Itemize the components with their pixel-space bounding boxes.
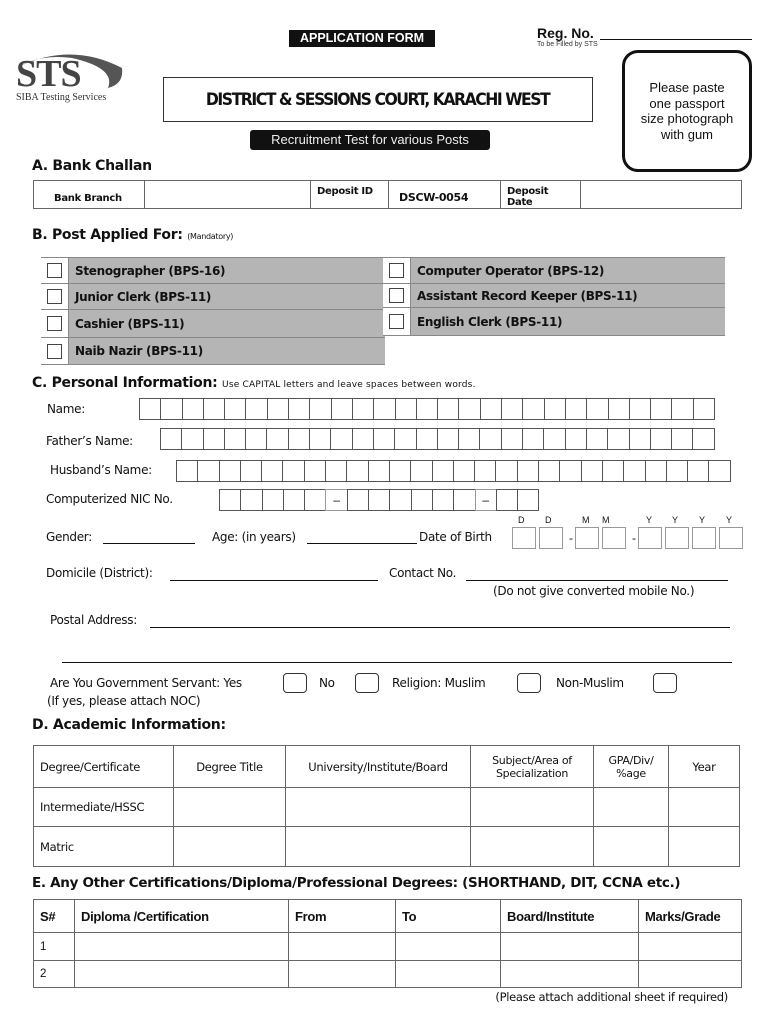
- char-box[interactable]: [389, 489, 411, 511]
- char-box[interactable]: [432, 460, 454, 482]
- contact-label: Contact No.: [389, 566, 457, 580]
- bank-branch-field[interactable]: [145, 181, 311, 209]
- col-to: To: [396, 900, 501, 933]
- nic-boxes[interactable]: [219, 489, 538, 511]
- dob-letter: Y: [726, 515, 733, 525]
- table-row: [34, 961, 742, 988]
- char-box[interactable]: [671, 428, 693, 450]
- row-label: Intermediate/HSSC: [34, 788, 174, 827]
- char-box[interactable]: [437, 428, 459, 450]
- post-option[interactable]: [383, 284, 725, 308]
- postal-address-field-2[interactable]: [62, 648, 732, 663]
- cell[interactable]: [289, 933, 396, 961]
- noc-note: (If yes, please attach NOC): [47, 694, 201, 708]
- cell[interactable]: [286, 827, 471, 867]
- char-box[interactable]: [501, 398, 523, 420]
- cell[interactable]: [286, 788, 471, 827]
- cell[interactable]: [174, 788, 286, 827]
- post-checkbox[interactable]: [47, 289, 62, 304]
- col-subject: Subject/Area of Specialization: [471, 746, 594, 788]
- postal-address-field[interactable]: [150, 613, 730, 628]
- char-box[interactable]: [347, 489, 369, 511]
- dob-letter: Y: [699, 515, 706, 525]
- char-box[interactable]: [496, 489, 518, 511]
- char-box[interactable]: [458, 398, 480, 420]
- char-box[interactable]: [219, 460, 241, 482]
- recruitment-subtitle: Recruitment Test for various Posts: [250, 130, 490, 150]
- char-box[interactable]: [352, 398, 374, 420]
- logo-text: STS: [16, 53, 81, 95]
- photo-note: Please paste one passport size photograph with gum: [640, 80, 734, 142]
- post-checkbox-cell: [383, 284, 411, 307]
- char-box[interactable]: [645, 460, 667, 482]
- name-label: Name:: [47, 402, 85, 416]
- char-box[interactable]: [453, 460, 475, 482]
- col-degree-title: Degree Title: [174, 746, 286, 788]
- gender-label: Gender:: [46, 530, 92, 544]
- char-box[interactable]: [416, 428, 438, 450]
- char-box[interactable]: [240, 489, 262, 511]
- court-title: [163, 77, 593, 122]
- personal-heading-text: C. Personal Information:: [32, 375, 218, 391]
- dob-letter: M: [582, 515, 590, 525]
- char-box[interactable]: [495, 460, 517, 482]
- char-box[interactable]: [224, 428, 246, 450]
- dob-box[interactable]: [602, 527, 626, 549]
- post-checkbox-cell: [41, 284, 69, 309]
- char-box[interactable]: [182, 398, 204, 420]
- cell[interactable]: [396, 933, 501, 961]
- char-box[interactable]: [607, 428, 629, 450]
- col-sno: S#: [34, 900, 75, 933]
- post-checkbox-cell: [383, 308, 411, 335]
- religion-label: Religion: Muslim: [392, 676, 486, 690]
- char-box[interactable]: [581, 460, 603, 482]
- col-year: Year: [669, 746, 740, 788]
- char-box[interactable]: [181, 428, 203, 450]
- char-box[interactable]: [650, 428, 672, 450]
- post-checkbox[interactable]: [389, 314, 404, 329]
- char-box[interactable]: [629, 398, 651, 420]
- court-title-text: DISTRICT & SESSIONS COURT, KARACHI WEST: [206, 89, 550, 110]
- char-box[interactable]: [410, 460, 432, 482]
- char-box[interactable]: [693, 398, 715, 420]
- char-box[interactable]: [309, 428, 331, 450]
- logo-subtitle: SIBA Testing Services: [16, 92, 107, 103]
- father-name-label: Father’s Name:: [46, 434, 133, 448]
- age-label: Age: (in years): [212, 530, 296, 544]
- col-degree: Degree/Certificate: [34, 746, 174, 788]
- char-box[interactable]: [389, 460, 411, 482]
- col-diploma: Diploma /Certification: [75, 900, 289, 933]
- domicile-field[interactable]: [170, 566, 378, 581]
- cell[interactable]: [594, 788, 669, 827]
- certifications-table: [33, 899, 742, 988]
- char-box[interactable]: [240, 460, 262, 482]
- col-from: From: [289, 900, 396, 933]
- certifications-heading: E. Any Other Certifications/Diploma/Professional Degrees: (SHORTHAND, DIT, CCNA etc.): [32, 875, 681, 891]
- post-label: Cashier (BPS-11): [69, 310, 385, 337]
- char-box[interactable]: [373, 398, 395, 420]
- table-row: [34, 788, 740, 827]
- cell[interactable]: [75, 933, 289, 961]
- reg-no-label: Reg. No.: [537, 25, 594, 41]
- char-box[interactable]: [283, 489, 305, 511]
- char-box[interactable]: [692, 428, 714, 450]
- husband-name-boxes[interactable]: [176, 460, 730, 482]
- cell[interactable]: [471, 788, 594, 827]
- contact-note: (Do not give converted mobile No.): [493, 584, 695, 598]
- char-box[interactable]: [309, 398, 331, 420]
- post-option[interactable]: [41, 310, 385, 338]
- dob-letter: M: [602, 515, 610, 525]
- char-box[interactable]: [432, 489, 454, 511]
- char-box[interactable]: [565, 428, 587, 450]
- certifications-footer-note: (Please attach additional sheet if required): [495, 990, 728, 1004]
- post-label: Junior Clerk (BPS-11): [69, 284, 385, 309]
- post-label: Stenographer (BPS-16): [69, 258, 385, 283]
- postal-address-label: Postal Address:: [50, 613, 137, 627]
- post-applied-heading: [32, 227, 233, 243]
- char-box[interactable]: [288, 398, 310, 420]
- gov-servant-label: Are You Government Servant: Yes: [50, 676, 242, 690]
- cell[interactable]: [471, 827, 594, 867]
- separator: –: [325, 489, 347, 511]
- personal-info-heading: [32, 375, 476, 391]
- academic-heading: D. Academic Information:: [32, 717, 226, 733]
- char-box[interactable]: [245, 428, 267, 450]
- deposit-id-label: Deposit ID: [311, 181, 389, 209]
- post-heading-text: B. Post Applied For:: [32, 227, 183, 243]
- cell[interactable]: [669, 827, 740, 867]
- col-university: University/Institute/Board: [286, 746, 471, 788]
- personal-instruction: Use CAPITAL letters and leave spaces between words.: [222, 380, 476, 390]
- photo-box: [622, 50, 752, 172]
- non-muslim-checkbox[interactable]: [653, 673, 677, 693]
- char-box[interactable]: [517, 489, 539, 511]
- char-box[interactable]: [346, 460, 368, 482]
- post-checkbox[interactable]: [389, 263, 404, 278]
- char-box[interactable]: [411, 489, 433, 511]
- char-box[interactable]: [160, 398, 182, 420]
- non-muslim-label: Non-Muslim: [556, 676, 624, 690]
- char-box[interactable]: [522, 398, 544, 420]
- cell[interactable]: [289, 961, 396, 988]
- cell[interactable]: [594, 827, 669, 867]
- gov-no-label: No: [319, 676, 335, 690]
- application-form-label: APPLICATION FORM: [289, 30, 435, 47]
- post-option[interactable]: [383, 308, 725, 336]
- char-box[interactable]: [245, 398, 267, 420]
- reg-no-field[interactable]: [600, 30, 752, 40]
- dob-letter: D: [545, 515, 552, 525]
- posts-left-column: [41, 257, 385, 365]
- dob-box[interactable]: [719, 527, 743, 549]
- academic-table: [33, 745, 740, 867]
- cell[interactable]: [639, 961, 742, 988]
- post-option[interactable]: [41, 284, 385, 310]
- char-box[interactable]: [368, 489, 390, 511]
- post-checkbox[interactable]: [47, 263, 62, 278]
- cell[interactable]: [396, 961, 501, 988]
- table-row: [34, 933, 742, 961]
- char-box[interactable]: [373, 428, 395, 450]
- post-checkbox[interactable]: [47, 316, 62, 331]
- post-label: Assistant Record Keeper (BPS-11): [411, 284, 725, 307]
- char-box[interactable]: [266, 428, 288, 450]
- char-box[interactable]: [565, 398, 587, 420]
- age-field[interactable]: [307, 530, 417, 544]
- char-box[interactable]: [416, 398, 438, 420]
- col-gpa: GPA/Div/ %age: [594, 746, 669, 788]
- row-number: 2: [34, 961, 75, 988]
- muslim-checkbox[interactable]: [517, 673, 541, 693]
- char-box[interactable]: [623, 460, 645, 482]
- col-marks: Marks/Grade: [639, 900, 742, 933]
- char-box[interactable]: [543, 428, 565, 450]
- char-box[interactable]: [394, 428, 416, 450]
- dob-box[interactable]: [512, 527, 536, 549]
- char-box[interactable]: [453, 489, 475, 511]
- char-box[interactable]: [650, 398, 672, 420]
- post-checkbox-cell: [41, 338, 69, 364]
- separator: –: [475, 489, 497, 511]
- char-box[interactable]: [586, 398, 608, 420]
- char-box[interactable]: [501, 428, 523, 450]
- char-box[interactable]: [479, 428, 501, 450]
- contact-field[interactable]: [466, 566, 728, 581]
- post-checkbox[interactable]: [389, 288, 404, 303]
- deposit-id-field[interactable]: DSCW-0054: [389, 181, 501, 209]
- char-box[interactable]: [602, 460, 624, 482]
- char-box[interactable]: [687, 460, 709, 482]
- bank-challan-heading: A. Bank Challan: [32, 158, 152, 174]
- cell[interactable]: [501, 933, 639, 961]
- dob-box[interactable]: [665, 527, 689, 549]
- cell[interactable]: [639, 933, 742, 961]
- char-box[interactable]: [330, 428, 352, 450]
- char-box[interactable]: [671, 398, 693, 420]
- char-box[interactable]: [559, 460, 581, 482]
- post-checkbox-cell: [41, 258, 69, 283]
- domicile-label: Domicile (District):: [46, 566, 153, 580]
- char-box[interactable]: [352, 428, 374, 450]
- bank-branch-label: Bank Branch: [34, 181, 145, 209]
- char-box[interactable]: [331, 398, 353, 420]
- nic-label: Computerized NIC No.: [46, 492, 173, 506]
- char-box[interactable]: [203, 398, 225, 420]
- char-box[interactable]: [224, 398, 246, 420]
- separator: -: [632, 531, 636, 545]
- char-box[interactable]: [522, 428, 544, 450]
- char-box[interactable]: [304, 489, 326, 511]
- char-box[interactable]: [708, 460, 730, 482]
- cell[interactable]: [669, 788, 740, 827]
- bank-challan-table: [33, 180, 742, 209]
- cell[interactable]: [501, 961, 639, 988]
- posts-right-column: [383, 257, 725, 336]
- dob-box[interactable]: [638, 527, 662, 549]
- post-label: Naib Nazir (BPS-11): [69, 338, 385, 364]
- reg-no-note: To be Filled by STS: [537, 41, 598, 48]
- cell[interactable]: [174, 827, 286, 867]
- row-label: Matric: [34, 827, 174, 867]
- dob-letter: Y: [672, 515, 679, 525]
- dob-format-letters: [512, 515, 744, 527]
- char-box[interactable]: [395, 398, 417, 420]
- father-name-boxes[interactable]: [160, 428, 714, 450]
- char-box[interactable]: [325, 460, 347, 482]
- table-row: [34, 827, 740, 867]
- dob-letter: D: [518, 515, 525, 525]
- char-box[interactable]: [160, 428, 182, 450]
- char-box[interactable]: [666, 460, 688, 482]
- post-option[interactable]: [41, 338, 385, 365]
- char-box[interactable]: [629, 428, 651, 450]
- husband-name-label: Husband’s Name:: [50, 463, 152, 477]
- post-label: English Clerk (BPS-11): [411, 308, 725, 335]
- post-option[interactable]: [41, 258, 385, 284]
- deposit-date-field[interactable]: [581, 181, 742, 209]
- name-boxes[interactable]: [139, 398, 714, 420]
- char-box[interactable]: [474, 460, 496, 482]
- char-box[interactable]: [608, 398, 630, 420]
- deposit-date-label: Deposit Date: [501, 181, 581, 209]
- dob-label: Date of Birth: [419, 530, 492, 544]
- cell[interactable]: [75, 961, 289, 988]
- dob-box[interactable]: [575, 527, 599, 549]
- char-box[interactable]: [219, 489, 241, 511]
- char-box[interactable]: [282, 460, 304, 482]
- post-checkbox-cell: [383, 258, 411, 283]
- char-box[interactable]: [586, 428, 608, 450]
- dob-boxes[interactable]: [512, 527, 746, 549]
- char-box[interactable]: [304, 460, 326, 482]
- char-box[interactable]: [544, 398, 566, 420]
- char-box[interactable]: [517, 460, 539, 482]
- sts-logo: [12, 48, 130, 108]
- char-box[interactable]: [480, 398, 502, 420]
- post-mandatory-note: (Mandatory): [187, 232, 234, 241]
- char-box[interactable]: [261, 460, 283, 482]
- gender-field[interactable]: [103, 530, 195, 544]
- char-box[interactable]: [538, 460, 560, 482]
- post-checkbox-cell: [41, 310, 69, 337]
- dob-box[interactable]: [539, 527, 563, 549]
- dob-letter: Y: [646, 515, 653, 525]
- post-option[interactable]: [383, 258, 725, 284]
- gov-yes-checkbox[interactable]: [283, 673, 307, 693]
- separator: -: [569, 531, 573, 545]
- char-box[interactable]: [203, 428, 225, 450]
- gov-no-checkbox[interactable]: [355, 673, 379, 693]
- char-box[interactable]: [437, 398, 459, 420]
- char-box[interactable]: [176, 460, 198, 482]
- col-board: Board/Institute: [501, 900, 639, 933]
- char-box[interactable]: [197, 460, 219, 482]
- row-number: 1: [34, 933, 75, 961]
- char-box[interactable]: [267, 398, 289, 420]
- char-box[interactable]: [262, 489, 284, 511]
- char-box[interactable]: [368, 460, 390, 482]
- char-box[interactable]: [288, 428, 310, 450]
- char-box[interactable]: [139, 398, 161, 420]
- dob-box[interactable]: [692, 527, 716, 549]
- char-box[interactable]: [458, 428, 480, 450]
- post-checkbox[interactable]: [47, 344, 62, 359]
- post-label: Computer Operator (BPS-12): [411, 258, 725, 283]
